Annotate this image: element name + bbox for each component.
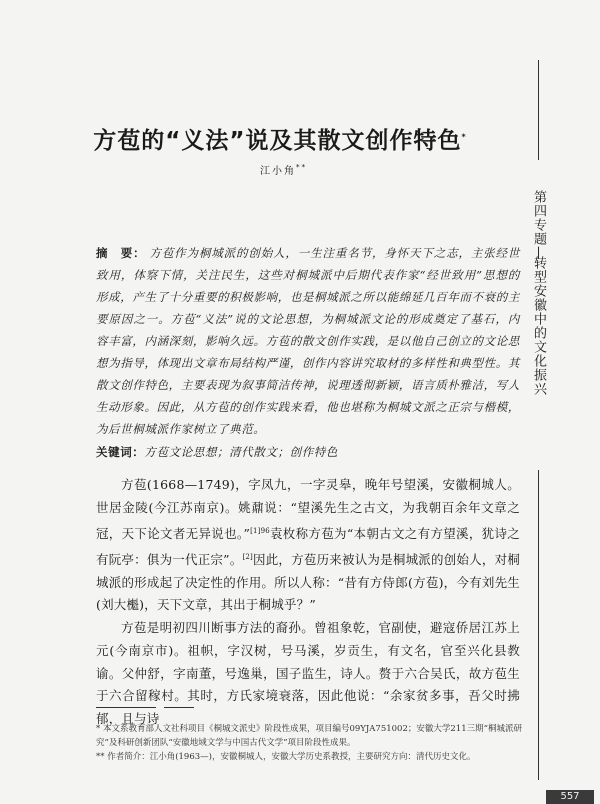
keywords <box>96 444 520 460</box>
keywords-label: 关键词： <box>96 445 145 459</box>
abstract-text: 方苞作为桐城派的创始人，一生注重名节，身怀天下之志，主张经世致用，体察下情，关注民生，这些对桐城派中后期代表作家“经世致用”思想的形成，产生了十分重要的积极影响，也是桐城派之所以能绵延几百年而不衰的主要原因之一。方苞“义法”说的文论思想，为桐城派文论的形成奠定了基石，内容丰富，内涵深刻，影响久远。方苞的散文创作实践，是以他自己创立的文论思想为指导，体现出文章布局结构严谨，创作内容讲究取材的多样性和典型性。其散文创作特色，主要表现为叙事简洁传神，说理透彻新颖，语言质朴雅洁，写人生动形象。因此，从方苞的创作实践来看，他也堪称为桐城文派之正宗与楷模，为后世桐城派作家树立了典范。 <box>96 246 521 436</box>
citation-ref: [1]96 <box>250 526 270 535</box>
footnote-divider-short <box>164 707 194 708</box>
section-name: 第四专题 <box>531 190 546 246</box>
author-name: 江小角 <box>260 166 296 177</box>
side-rule-bottom <box>538 470 539 780</box>
body-paragraph-1c: 因此，方苞历来被认为是桐城派的创始人，对桐城派的形成起了决定性的作用。所以人称：“昔有方侍郎(方苞)，今有刘先生(刘大櫆)，天下文章，其出于桐城乎？” <box>96 551 520 613</box>
section-side-label <box>530 190 546 396</box>
abstract-label: 摘 要： <box>96 246 146 260</box>
footnote-funding: * 本文系教育部人文社科项目《桐城文派史》阶段性成果，项目编号09YJA751002；安徽大学211三期“桐城派研究”及科研创新团队“安徽地域文学与中国古代文学”项目阶段性成果。 <box>96 724 522 748</box>
page-number: 557 <box>546 790 594 804</box>
footnote-author-bio: ** 作者简介：江小角(1963—)，安徽桐城人，安徽大学历史系教授，主要研究方向：清代历史文化。 <box>96 752 476 762</box>
body-paragraph-1b: 袁枚称方苞为“本朝古文之有方望溪，犹诗之有阮亭：俱为一代正宗”。 <box>96 525 520 567</box>
author-line <box>260 162 307 177</box>
body-paragraph-1a: 方苞(1668—1749)，字凤九，一字灵皋，晚年号望溪，安徽桐城人。世居金陵(今江苏南京)。姚鼐说：“望溪先生之古文，为我朝百余年文章之冠，天下论文者无异说也。” <box>96 477 520 541</box>
footnotes <box>96 722 536 764</box>
body-paragraph: 方苞是明初四川断事方法的裔孙。曾祖象乾，官副使，避寇侨居江苏上元(今南京市)。祖帜，字汉树，号马溪，岁贡生，有文名，官至兴化县教谕。父仲舒，字南董，号逸巢，国子监生，诗人。赘于六合吴氏，故方苞生于六合留稼村。其时，方氏家境衰落，因此他说：“余家贫多事，吾父时拂郁，且与诗 <box>96 620 520 727</box>
body-text <box>96 474 520 731</box>
footnote-divider <box>96 707 156 708</box>
article-title <box>0 122 560 155</box>
author-note-mark: ** <box>296 163 307 172</box>
section-subject: 转型安徽中的文化振兴 <box>531 256 546 396</box>
article-title-text: 方苞的“义法”说及其散文创作特色 <box>93 128 462 154</box>
section-dash: — <box>531 246 546 260</box>
citation-ref: [2] <box>242 552 253 561</box>
keywords-text: 方苞文论思想；清代散文；创作特色 <box>144 445 339 459</box>
abstract <box>96 242 520 440</box>
body-paragraph <box>96 474 520 617</box>
title-note-mark: * <box>461 132 467 142</box>
